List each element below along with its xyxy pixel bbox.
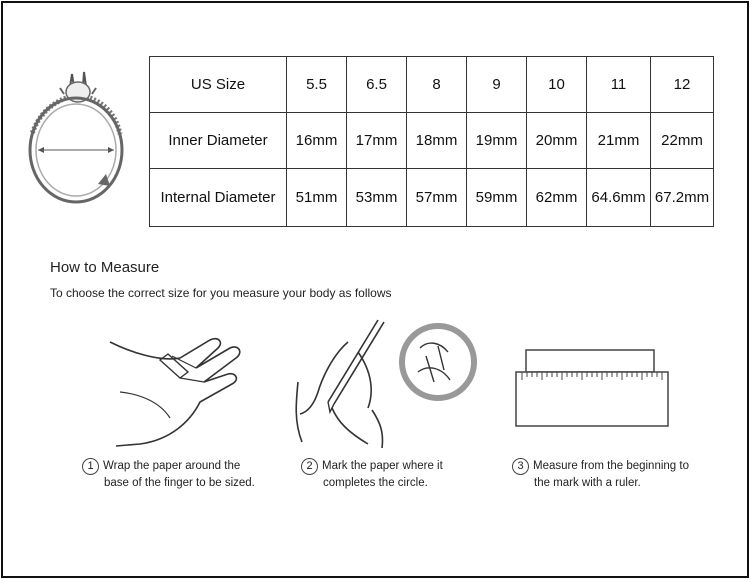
size-cell: 6.5 — [347, 57, 407, 113]
inner-diameter-label: Inner Diameter — [150, 113, 287, 169]
how-to-measure-subtitle: To choose the correct size for you measure your body as follows — [50, 286, 392, 300]
size-cell: 11 — [587, 57, 651, 113]
table-row — [150, 57, 714, 113]
inner-cell: 18mm — [407, 113, 467, 169]
step-text: the mark with a ruler. — [534, 477, 641, 489]
step-number: 2 — [301, 458, 318, 475]
step-number: 3 — [512, 458, 529, 475]
step-number: 1 — [82, 458, 99, 475]
inner-cell: 20mm — [527, 113, 587, 169]
step-text: Measure from the beginning to — [533, 460, 689, 472]
table-row — [150, 169, 714, 227]
internal-cell: 62mm — [527, 169, 587, 227]
size-table — [149, 56, 714, 227]
size-cell: 9 — [467, 57, 527, 113]
ring-icon — [20, 66, 130, 216]
hand-wrap-icon — [100, 322, 250, 452]
internal-cell: 59mm — [467, 169, 527, 227]
size-cell: 5.5 — [287, 57, 347, 113]
step-3 — [512, 458, 689, 492]
inner-cell: 16mm — [287, 113, 347, 169]
inner-cell: 17mm — [347, 113, 407, 169]
pen-mark-icon — [288, 312, 478, 454]
size-cell: 12 — [651, 57, 714, 113]
step-1 — [82, 458, 255, 492]
inner-cell: 19mm — [467, 113, 527, 169]
step-text: Wrap the paper around the — [103, 460, 241, 472]
us-size-label: US Size — [150, 57, 287, 113]
ruler-icon — [514, 348, 672, 428]
internal-cell: 67.2mm — [651, 169, 714, 227]
internal-cell: 57mm — [407, 169, 467, 227]
step-text: base of the finger to be sized. — [104, 477, 255, 489]
size-cell: 10 — [527, 57, 587, 113]
step-text: completes the circle. — [323, 477, 428, 489]
internal-cell: 53mm — [347, 169, 407, 227]
internal-cell: 64.6mm — [587, 169, 651, 227]
size-cell: 8 — [407, 57, 467, 113]
inner-cell: 22mm — [651, 113, 714, 169]
step-2 — [301, 458, 443, 492]
internal-diameter-label: Internal Diameter — [150, 169, 287, 227]
internal-cell: 51mm — [287, 169, 347, 227]
inner-cell: 21mm — [587, 113, 651, 169]
how-to-measure-title: How to Measure — [50, 259, 160, 276]
table-row — [150, 113, 714, 169]
step-text: Mark the paper where it — [322, 460, 443, 472]
